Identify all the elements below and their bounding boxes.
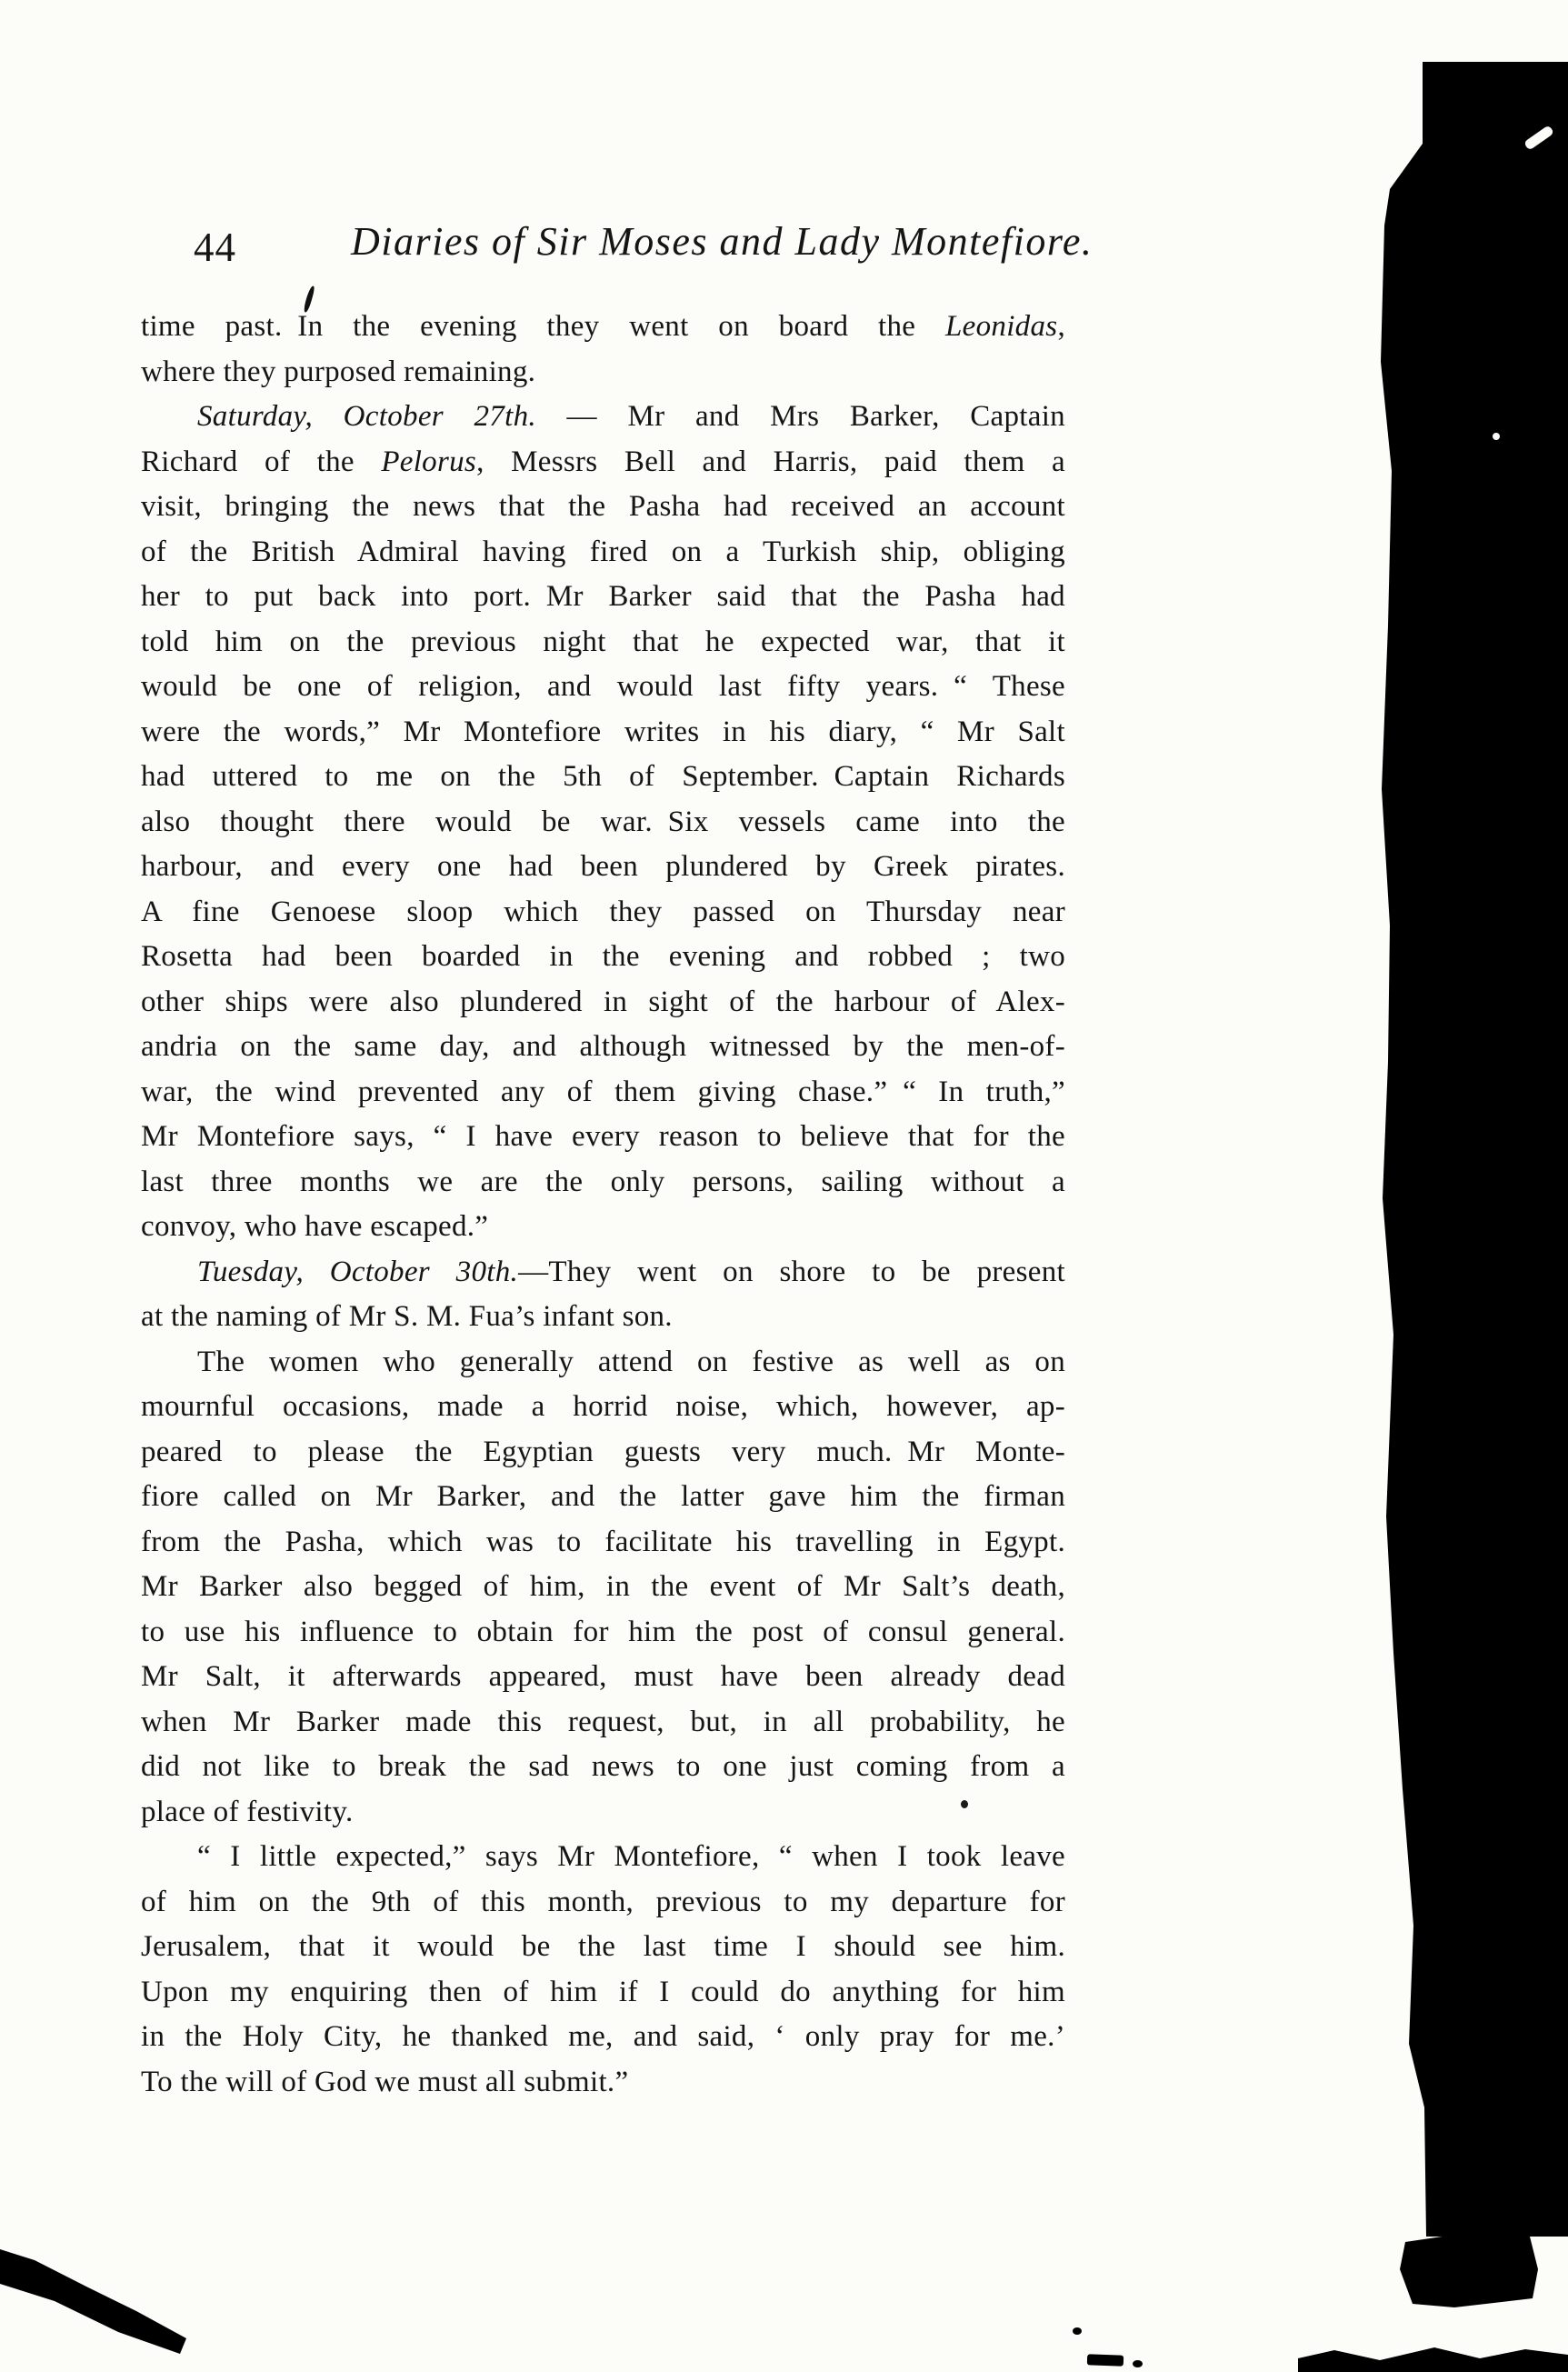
- text-line: when Mr Barker made this request, but, in all probability, he: [141, 1705, 1065, 1738]
- text-line: fiore called on Mr Barker, and the latter gave him the firman: [141, 1480, 1065, 1513]
- text-line: To the will of God we must all submit.”: [141, 2065, 629, 2098]
- ink-speckle-bottom: [1073, 2327, 1082, 2335]
- text-line: where they purposed remaining.: [141, 355, 536, 388]
- text-line: Mr Salt, it afterwards appeared, must have been already dead: [141, 1660, 1065, 1693]
- scan-artifact-bottom-left-swoosh: [0, 2244, 193, 2367]
- paragraph: [141, 1340, 1065, 1836]
- text-line: last three months we are the only persons, sailing without a: [141, 1165, 1065, 1198]
- text-line: place of festivity.: [141, 1795, 354, 1828]
- text-line: war, the wind prevented any of them giving chase.” “ In truth,”: [141, 1075, 1065, 1108]
- text-line: at the naming of Mr S. M. Fua’s infant son.: [141, 1300, 673, 1333]
- text-line: time past. In the evening they went on board the Leonidas,: [141, 310, 1065, 343]
- page-number: 44: [194, 225, 236, 270]
- paragraph: [141, 305, 1065, 395]
- running-title: Diaries of Sir Moses and Lady Montefiore.: [351, 219, 1094, 264]
- text-line: Saturday, October 27th. — Mr and Mrs Barker, Captain: [197, 400, 1065, 433]
- text-line: Upon my enquiring then of him if I could do anything for him: [141, 1975, 1065, 2008]
- text-line: Richard of the Pelorus, Messrs Bell and Harris, paid them a: [141, 445, 1065, 478]
- text-line: other ships were also plundered in sight of the harbour of Alex-: [141, 985, 1065, 1018]
- text-line: Mr Barker also begged of him, in the event of Mr Salt’s death,: [141, 1570, 1065, 1603]
- scan-artifact-bottom-strip: [1298, 2346, 1568, 2372]
- text-line: did not like to break the sad news to one just coming from a: [141, 1750, 1065, 1783]
- text-line: The women who generally attend on festive as well as on: [197, 1345, 1065, 1378]
- text-line: in the Holy City, he thanked me, and said, ‘ only pray for me.’: [141, 2020, 1065, 2053]
- text-line: Tuesday, October 30th.—They went on shore to be present: [197, 1255, 1065, 1288]
- text-line: would be one of religion, and would last fifty years. “ These: [141, 670, 1065, 703]
- text-line: A fine Genoese sloop which they passed on Thursday near: [141, 895, 1065, 928]
- paragraph: [141, 395, 1065, 1250]
- text-line: of him on the 9th of this month, previous to my departure for: [141, 1885, 1065, 1918]
- scan-artifact-right-foot: [1400, 2233, 1538, 2307]
- body-text: [141, 305, 1065, 2105]
- text-line: Rosetta had been boarded in the evening and robbed ; two: [141, 940, 1065, 973]
- paragraph: [141, 1250, 1065, 1340]
- text-line: andria on the same day, and although witnessed by the men-of-: [141, 1030, 1065, 1063]
- scan-artifact-right-bar: [1366, 62, 1568, 2237]
- text-line: visit, bringing the news that the Pasha had received an account: [141, 490, 1065, 523]
- text-line: her to put back into port. Mr Barker said that the Pasha had: [141, 580, 1065, 613]
- text-line: from the Pasha, which was to facilitate his travelling in Egypt.: [141, 1525, 1065, 1558]
- ink-smudge-bottom-left-of-strip: [1087, 2354, 1124, 2366]
- text-line: had uttered to me on the 5th of September. Captain Richards: [141, 760, 1065, 793]
- text-line: also thought there would be war. Six vessels came into the: [141, 805, 1065, 838]
- text-line: mournful occasions, made a horrid noise, which, however, ap-: [141, 1390, 1065, 1423]
- paragraph: [141, 1835, 1065, 2105]
- ink-speckle-right-of-festivity: [961, 1800, 968, 1808]
- text-line: Jerusalem, that it would be the last time I should see him.: [141, 1930, 1065, 1963]
- text-line: “ I little expected,” says Mr Montefiore, “ when I took leave: [197, 1840, 1065, 1873]
- white-dot-in-artifact: [1493, 433, 1500, 440]
- text-line: of the British Admiral having fired on a Turkish ship, obliging: [141, 535, 1065, 568]
- text-line: convoy, who have escaped.”: [141, 1210, 489, 1243]
- text-line: to use his influence to obtain for him the post of consul general.: [141, 1615, 1065, 1648]
- text-line: Mr Montefiore says, “ I have every reason to believe that for the: [141, 1120, 1065, 1153]
- text-line: harbour, and every one had been plundered by Greek pirates.: [141, 850, 1065, 883]
- text-line: peared to please the Egyptian guests very much. Mr Monte-: [141, 1435, 1065, 1468]
- text-line: were the words,” Mr Montefiore writes in his diary, “ Mr Salt: [141, 715, 1065, 748]
- ink-smudge-bottom-dot: [1133, 2360, 1143, 2367]
- text-line: told him on the previous night that he expected war, that it: [141, 625, 1065, 658]
